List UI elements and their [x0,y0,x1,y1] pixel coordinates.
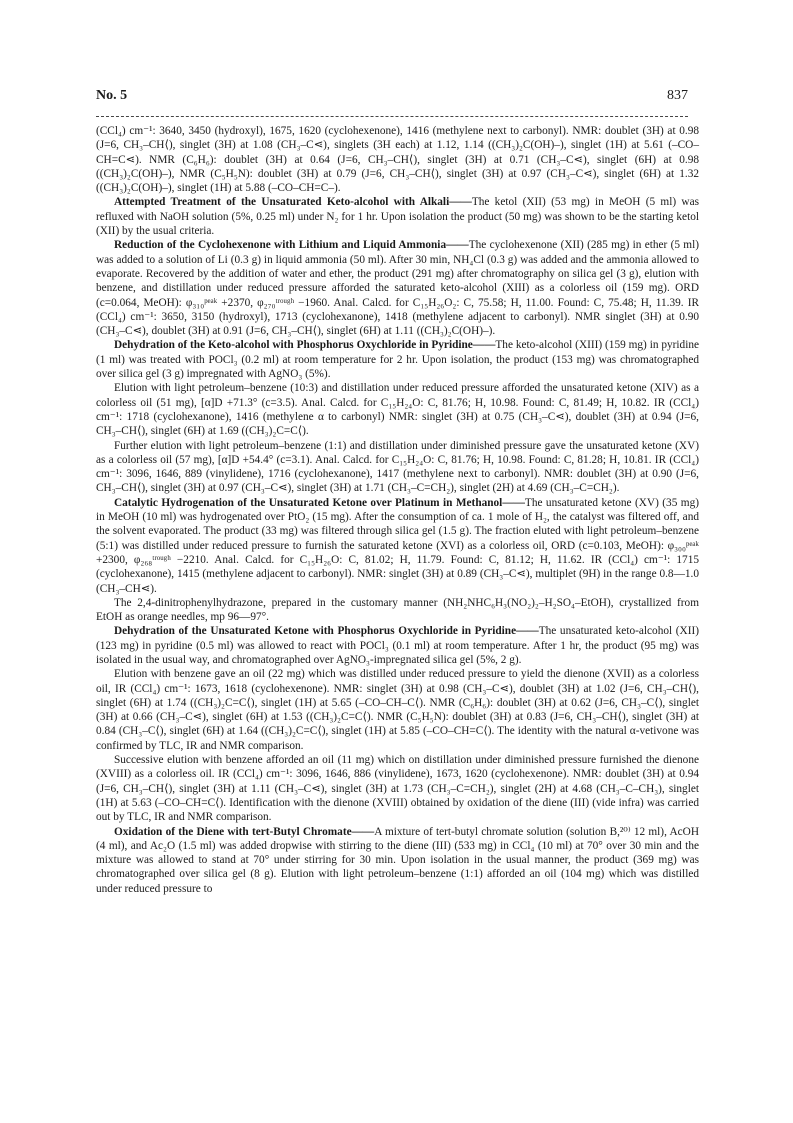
paragraph [96,596,699,625]
experimental-text [96,124,699,896]
paragraph-text: Successive elution with benzene afforded an oil (11 mg) which on distillation under diminished pressure furnished the dienone (XVIII) as a colorless oil. IR (CCl₄) cm⁻¹: 3096, 1646, 886 (vinylidene), 1673, 1620 (cyclohexenone). NMR: doublet (3H) at 0.94 (J=6, CH₃–CH⟨), singlet (3H) at 1.11 (CH₃–C⋖), singlet (3H) at 1.73 (CH₃–C=CH₂), singlet (2H) at 4.68 (CH₃–C–CH₃), singlet (1H) at 5.63 (–CO–CH=C⟨). Identification with the dienone (XVIII) obtained by oxidation of the diene (III) (vide infra) was carried out by TLC, IR and NMR comparison. [96,754,699,824]
paragraph-text: Elution with benzene gave an oil (22 mg) which was distilled under reduced pressure to yield the dienone (XVII) as a colorless oil, IR (CCl₄) cm⁻¹: 1673, 1618 (cyclohexenone). NMR: singlet (3H) at 0.98 (CH₃–C⋖), doublet (3H) at 1.02 (J=6, CH₃–CH⟨), singlet (6H) at 1.74 ((CH₃)₂C=C⟨), singlet (1H) at 5.65 (–CO–CH–C⟨). NMR (C₆H₆): doublet (3H) at 0.62 (J=6, CH₃–C⟨), singlet (3H) at 0.66 (CH₃–C⋖), singlet (6H) at 1.53 ((CH₃)₂C=C⟨). NMR (C₅H₅N): doublet (3H) at 0.83 (J=6, CH₃–CH⟨), singlet (3H) at 0.84 (CH₃–C⟨), singlet (6H) at 1.64 ((CH₃)₂C=C⟨), singlet (1H) at 5.85 (–CO–CH=C⟨). The identity with the natural α-vetivone was confirmed by TLC, IR and NMR comparison. [96,668,699,752]
paragraph [96,624,699,667]
header-divider [96,116,688,117]
page-number: 837 [667,88,688,103]
paragraph-text: The ketol (XII) (53 mg) in MeOH (5 ml) was refluxed with NaOH solution (5%, 0.25 ml) under N₂ for 1 hr. Upon isolation the product (50 mg) was shown to be the starting ketol (XII) by the usual criteria. [96,196,699,238]
paragraph-text: A mixture of tert-butyl chromate solution (solution B,²⁰⁾ 12 ml), AcOH (4 ml), and Ac₂O (1.5 ml) was added dropwise with stirring to the diene (III) (533 mg) in CCl₄ (10 ml) at 70° over 30 min and the mixture was allowed to stand at 70° under stirring for 30 min. Upon isolation in the usual manner, the product (369 mg) was chromatographed over silica gel (8 g). Elution with light petroleum–benzene (1:1) afforded an oil (104 mg) which was distilled under reduced pressure to [96,825,699,895]
section-heading: Oxidation of the Diene with tert-Butyl Chromate—— [114,825,375,838]
paragraph-text: The 2,4-dinitrophenylhydrazone, prepared in the customary manner (NH₂NHC₆H₃(NO₂)₂–H₂SO₄–EtOH), crystallized from EtOH as orange needles, mp 96—97°. [96,596,699,624]
paragraph-text: The unsaturated keto-alcohol (XII) (123 mg) in pyridine (0.5 ml) was allowed to react with POCl₃ (0.1 ml) at room temperature. After 1 hr, the product (95 mg) was isolated in the usual way, and chromatographed over AgNO₃-impregnated silica gel (5%, 2 g). [96,625,700,666]
paragraph-text: The cyclohexenone (XII) (285 mg) in ether (5 ml) was added to a solution of Li (0.3 g) in liquid ammonia (50 ml). After 30 min, NH₄Cl (0.3 g) was added and the ammonia allowed to evaporate. Recovered by the addition of water and ether, the product (291 mg) after chromatography on silica gel (3 g), elution with benzene, and distillation under reduced pressure afforded the saturated keto-alcohol (XIII) as a colorless oil (159 mg). ORD (c=0.064, MeOH): φ₃₁₀ᵖᵉᵃᵏ +2370, φ₂₇₀ᵗʳᵒᵘᵍʰ −1960. Anal. Calcd. for C₁₅H₂₆O₂: C, 75.58; H, 11.00. Found: C, 75.48; H, 11.39. IR (CCl₄) cm⁻¹: 3650, 3150 (hydroxyl), 1713 (cyclohexanone), 1418 (methylene adjacent to carbonyl). NMR singlet (3H) at 0.90 (CH₃–C⋖), doublet (3H) at 0.91 (J=6, CH₃–CH⟨), singlet (6H) at 1.11 ((CH₃)₂C(OH)–). [96,239,699,338]
section-heading: Reduction of the Cyclohexenone with Lithium and Liquid Ammonia—— [114,239,469,252]
paragraph [96,439,699,496]
paragraph-text: Further elution with light petroleum–benzene (1:1) and distillation under diminished pressure gave the unsaturated ketone (XV) as a colorless oil (57 mg), [α]D +54.4° (c=3.1). Anal. Calcd. for C₁₅H₂₄O: C, 81.76; H, 10.98. Found: C, 81.28; H, 10.81. IR (CCl₄) cm⁻¹: 3096, 1646, 889 (vinylidene), 1716 (cyclohexanone), 1417 (methylene next to carbonyl). NMR: doublet (3H) at 0.90 (J=6, CH₃–CH⟨), singlet (3H) at 0.97 (CH₃–C⋖), singlet (3H) at 1.71 (CH₃–C=CH₂), singlet (2H) at 4.69 (CH₃–C=CH₂). [96,439,699,495]
section-heading: Dehydration of the Keto-alcohol with Phosphorus Oxychloride in Pyridine—— [114,339,496,352]
paragraph [96,496,699,596]
paragraph-text: The keto-alcohol (XIII) (159 mg) in pyridine (1 ml) was treated with POCl₃ (0.2 ml) at room temperature for 2 hr. Upon isolation, the product (153 mg) was chromatographed over silica gel (3 g) impregnated with AgNO₃ (5%). [96,339,700,381]
paragraph [96,124,699,195]
section-heading: Catalytic Hydrogenation of the Unsaturated Ketone over Platinum in Methanol—— [114,496,525,509]
section-heading: Dehydration of the Unsaturated Ketone with Phosphorus Oxychloride in Pyridine—— [114,625,539,638]
paragraph [96,338,699,381]
paragraph-text: The unsaturated ketone (XV) (35 mg) in MeOH (10 ml) was hydrogenated over PtO₂ (15 mg). After the consumption of ca. 1 mole of H₂, the catalyst was filtered off, and the solvent evaporated. The product (33 mg) was filtered through silica gel (1.5 g). The fraction eluted with light petroleum–benzene (5:1) was distilled under reduced pressure to furnish the saturated ketone (XVI) as a colorless oil, ORD (c=0.103, MeOH): φ₃₀₀ᵖᵉᵃᵏ +2300, φ₂₆₈ᵗʳᵒᵘᵍʰ −2210. Anal. Calcd. for C₁₅H₂₆O: C, 81.02; H, 11.79. Found: C, 81.12; H, 11.62. IR (CCl₄) cm⁻¹: 1715 (cyclohexanone), 1415 (methylene adjacent to carbonyl). NMR: singlet (3H) at 0.89 (CH₃–C⋖), multiplet (9H) in the range 0.8—1.0 (CH₃–CH⋖). [96,496,700,595]
section-heading: Attempted Treatment of the Unsaturated Keto-alcohol with Alkali—— [114,196,472,209]
paragraph-text: (CCl₄) cm⁻¹: 3640, 3450 (hydroxyl), 1675, 1620 (cyclohexenone), 1416 (methylene next to carbonyl). NMR: doublet (3H) at 0.98 (J=6, CH₃–CH⟨), singlet (3H) at 1.08 (CH₃–C⋖), singlets (3H each) at 1.12, 1.14 ((CH₃)₂C(OH)–), singlet (1H) at 5.61 (–CO–CH=C⋖). NMR (C₆H₆): doublet (3H) at 0.64 (J=6, CH₃–CH⟨), singlet (3H) at 0.71 (CH₃–C⋖), singlet (6H) at 0.98 ((CH₃)₂C(OH)–), NMR (C₅H₅N): doublet (3H) at 0.79 (J=6, CH₃–CH⟨), singlet (3H) at 0.97 (CH₃–C⋖), singlet (6H) at 1.32 ((CH₃)₂C(OH)–), singlet (1H) at 5.88 (–CO–CH=C–). [96,125,699,195]
paragraph-text: Elution with light petroleum–benzene (10:3) and distillation under reduced pressure afforded the unsaturated ketone (XIV) as a colorless oil (51 mg), [α]D +71.3° (c=3.5). Anal. Calcd. for C₁₅H₂₄O: C, 81.76; H, 10.98. Found: C, 81.49; H, 10.82. IR (CCl₄) cm⁻¹: 1718 (cyclohexanone), 1416 (methylene α to carbonyl) NMR: singlet (3H) at 0.75 (CH₃–C⋖), doublet (3H) at 0.94 (J=6, CH₃–CH⟨), singlet (6H) at 1.69 ((CH₃)₂C=C⟨). [96,382,699,438]
paragraph [96,753,699,824]
paragraph [96,381,699,438]
paragraph [96,667,699,753]
running-header [96,88,688,108]
paragraph [96,825,699,896]
issue-number: No. 5 [96,88,128,103]
paragraph [96,238,699,338]
paragraph [96,195,699,238]
